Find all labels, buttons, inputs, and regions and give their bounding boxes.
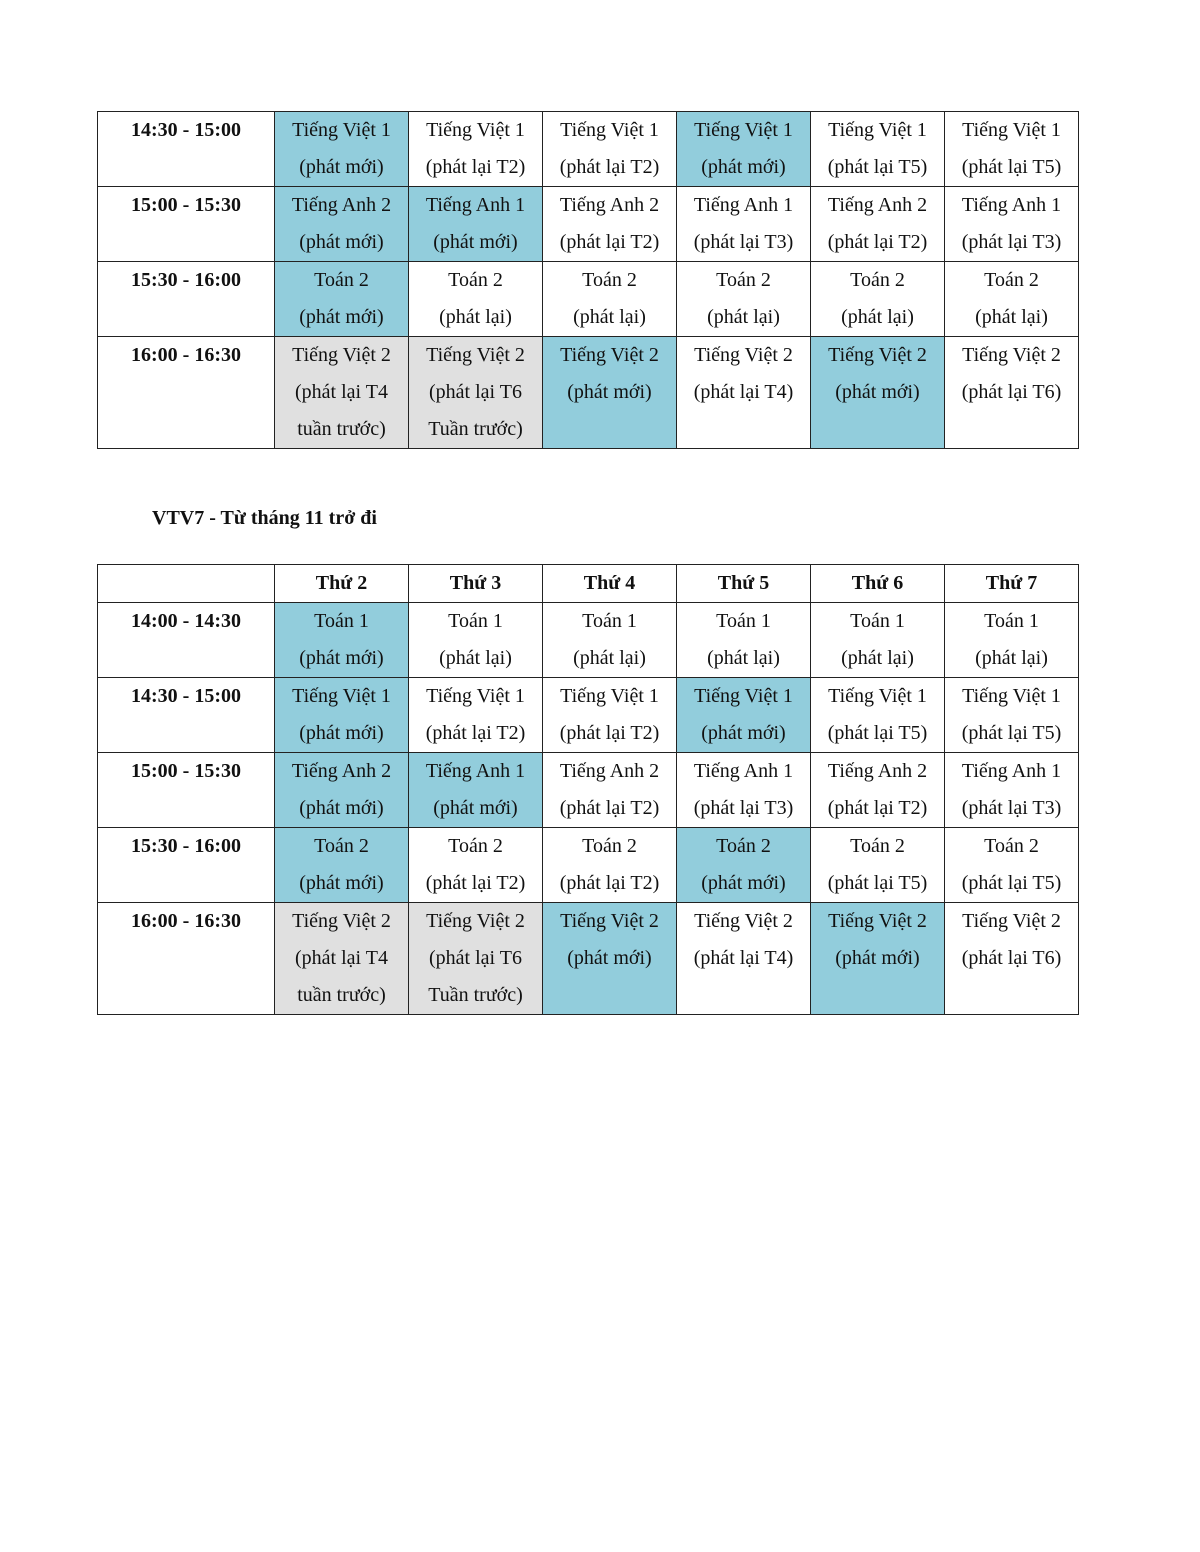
program-cell — [275, 903, 409, 1015]
broadcast-note: (phát lại T6 — [429, 381, 522, 403]
program-title: Toán 1 — [448, 610, 503, 632]
broadcast-note: (phát lại T5) — [961, 156, 1062, 178]
broadcast-note: (phát lại) — [439, 306, 512, 328]
broadcast-note: (phát lại T2) — [559, 797, 660, 819]
program-cell — [811, 337, 945, 449]
program-title: Tiếng Anh 1 — [961, 194, 1062, 216]
program-cell — [543, 678, 677, 753]
broadcast-note: (phát lại T2) — [425, 722, 526, 744]
broadcast-note: (phát mới) — [835, 947, 920, 969]
program-cell — [543, 337, 677, 449]
schedule-body-top — [98, 112, 1079, 449]
day-header-mon: Thứ 2 — [275, 565, 409, 603]
time-slot-cell: 16:00 - 16:30 — [98, 337, 275, 449]
broadcast-note: (phát mới) — [701, 156, 786, 178]
program-cell — [543, 187, 677, 262]
program-title: Tiếng Việt 2 — [694, 344, 793, 366]
program-cell — [811, 603, 945, 678]
broadcast-note: (phát mới) — [433, 231, 518, 253]
program-cell — [677, 337, 811, 449]
program-title: Tiếng Việt 1 — [694, 119, 793, 141]
program-cell — [811, 187, 945, 262]
program-title: Tiếng Việt 2 — [828, 344, 927, 366]
table-row — [98, 603, 1079, 678]
program-title: Toán 2 — [984, 835, 1039, 857]
program-title: Tiếng Anh 2 — [827, 760, 928, 782]
broadcast-note: (phát lại T3) — [961, 797, 1062, 819]
program-cell — [543, 112, 677, 187]
day-header-fri: Thứ 6 — [811, 565, 945, 603]
broadcast-note: tuần trước) — [297, 984, 386, 1006]
program-title: Tiếng Anh 2 — [291, 760, 392, 782]
program-cell — [811, 112, 945, 187]
program-title: Tiếng Việt 1 — [694, 685, 793, 707]
broadcast-note: (phát lại T3) — [693, 231, 794, 253]
program-title: Tiếng Việt 1 — [962, 119, 1061, 141]
program-cell — [677, 262, 811, 337]
schedule-table-from-november — [97, 564, 1079, 1015]
time-slot-cell: 15:00 - 15:30 — [98, 187, 275, 262]
program-title: Tiếng Việt 2 — [292, 344, 391, 366]
program-cell — [677, 828, 811, 903]
program-title: Tiếng Việt 2 — [828, 910, 927, 932]
broadcast-note: (phát lại T4 — [295, 381, 388, 403]
broadcast-note: (phát mới) — [299, 872, 384, 894]
broadcast-note: (phát lại T2) — [827, 231, 928, 253]
program-cell — [409, 753, 543, 828]
table-row — [98, 262, 1079, 337]
program-title: Tiếng Việt 1 — [560, 119, 659, 141]
program-cell — [811, 678, 945, 753]
broadcast-note: (phát lại T5) — [961, 872, 1062, 894]
day-header-tue: Thứ 3 — [409, 565, 543, 603]
program-title: Tiếng Việt 2 — [962, 910, 1061, 932]
time-slot-cell: 14:00 - 14:30 — [98, 603, 275, 678]
program-cell — [409, 112, 543, 187]
broadcast-note: (phát mới) — [299, 797, 384, 819]
program-title: Tiếng Việt 1 — [426, 119, 525, 141]
broadcast-note: (phát lại T2) — [559, 231, 660, 253]
broadcast-note: tuần trước) — [297, 418, 386, 440]
broadcast-note: (phát mới) — [299, 231, 384, 253]
program-cell — [275, 262, 409, 337]
program-title: Toán 1 — [582, 610, 637, 632]
program-cell — [409, 903, 543, 1015]
program-title: Tiếng Anh 1 — [693, 760, 794, 782]
broadcast-note: (phát lại) — [841, 647, 914, 669]
program-title: Tiếng Việt 2 — [426, 344, 525, 366]
broadcast-note: (phát lại) — [707, 306, 780, 328]
broadcast-note: (phát mới) — [299, 647, 384, 669]
schedule-body-bottom — [98, 603, 1079, 1015]
day-header-thu: Thứ 5 — [677, 565, 811, 603]
broadcast-note: (phát mới) — [433, 797, 518, 819]
program-cell — [677, 112, 811, 187]
program-cell — [543, 262, 677, 337]
program-cell — [945, 603, 1079, 678]
broadcast-note: (phát lại T4) — [693, 381, 794, 403]
time-slot-cell: 14:30 - 15:00 — [98, 678, 275, 753]
broadcast-note: (phát lại T4 — [295, 947, 388, 969]
program-title: Tiếng Việt 1 — [560, 685, 659, 707]
broadcast-note: (phát mới) — [299, 156, 384, 178]
broadcast-note: (phát lại) — [573, 306, 646, 328]
program-title: Tiếng Việt 1 — [426, 685, 525, 707]
program-title: Tiếng Anh 1 — [961, 760, 1062, 782]
broadcast-note: (phát lại T3) — [961, 231, 1062, 253]
broadcast-note: Tuần trước) — [428, 418, 523, 440]
program-title: Tiếng Anh 2 — [291, 194, 392, 216]
program-cell — [677, 603, 811, 678]
broadcast-note: (phát lại T3) — [693, 797, 794, 819]
broadcast-note: (phát lại T2) — [559, 722, 660, 744]
broadcast-note: (phát lại T5) — [827, 156, 928, 178]
program-cell — [543, 903, 677, 1015]
broadcast-note: (phát lại T2) — [425, 872, 526, 894]
broadcast-note: (phát lại T5) — [827, 722, 928, 744]
program-title: Toán 2 — [716, 269, 771, 291]
program-cell — [677, 753, 811, 828]
broadcast-note: (phát mới) — [701, 722, 786, 744]
program-title: Toán 2 — [850, 269, 905, 291]
table-row — [98, 112, 1079, 187]
program-title: Tiếng Việt 2 — [560, 344, 659, 366]
broadcast-note: (phát lại) — [573, 647, 646, 669]
table-row — [98, 337, 1079, 449]
broadcast-note: (phát lại T2) — [425, 156, 526, 178]
broadcast-note: (phát mới) — [835, 381, 920, 403]
program-title: Toán 1 — [314, 610, 369, 632]
program-cell — [945, 828, 1079, 903]
table-row — [98, 828, 1079, 903]
program-title: Toán 2 — [582, 269, 637, 291]
program-cell — [543, 828, 677, 903]
program-cell — [811, 262, 945, 337]
broadcast-note: (phát mới) — [567, 947, 652, 969]
program-cell — [677, 903, 811, 1015]
program-cell — [275, 828, 409, 903]
program-cell — [409, 603, 543, 678]
broadcast-note: (phát mới) — [299, 306, 384, 328]
program-cell — [945, 903, 1079, 1015]
program-title: Tiếng Việt 1 — [828, 685, 927, 707]
program-title: Tiếng Anh 2 — [559, 194, 660, 216]
broadcast-note: (phát lại) — [975, 647, 1048, 669]
program-title: Tiếng Việt 2 — [694, 910, 793, 932]
table-row — [98, 678, 1079, 753]
program-title: Toán 1 — [716, 610, 771, 632]
table-row — [98, 187, 1079, 262]
program-title: Tiếng Anh 2 — [827, 194, 928, 216]
table-row — [98, 753, 1079, 828]
broadcast-note: (phát mới) — [567, 381, 652, 403]
program-title: Tiếng Anh 1 — [425, 760, 526, 782]
program-cell — [945, 753, 1079, 828]
section-title: VTV7 - Từ tháng 11 trở đi — [152, 507, 377, 529]
program-cell — [409, 828, 543, 903]
broadcast-note: Tuần trước) — [428, 984, 523, 1006]
program-cell — [945, 262, 1079, 337]
program-title: Toán 1 — [984, 610, 1039, 632]
program-cell — [275, 678, 409, 753]
time-slot-cell: 14:30 - 15:00 — [98, 112, 275, 187]
program-cell — [677, 678, 811, 753]
program-cell — [945, 678, 1079, 753]
program-title: Toán 2 — [850, 835, 905, 857]
broadcast-note: (phát lại T4) — [693, 947, 794, 969]
program-cell — [811, 753, 945, 828]
program-title: Toán 2 — [448, 835, 503, 857]
program-title: Tiếng Anh 1 — [693, 194, 794, 216]
day-header-row — [98, 565, 1079, 603]
day-header-sat: Thứ 7 — [945, 565, 1079, 603]
corner-header-cell — [98, 565, 275, 603]
program-cell — [409, 262, 543, 337]
program-cell — [543, 603, 677, 678]
program-cell — [543, 753, 677, 828]
broadcast-note: (phát mới) — [299, 722, 384, 744]
program-title: Tiếng Việt 1 — [292, 119, 391, 141]
broadcast-note: (phát mới) — [701, 872, 786, 894]
program-title: Tiếng Anh 1 — [425, 194, 526, 216]
program-cell — [811, 828, 945, 903]
broadcast-note: (phát lại) — [439, 647, 512, 669]
broadcast-note: (phát lại T6 — [429, 947, 522, 969]
program-title: Tiếng Việt 1 — [828, 119, 927, 141]
broadcast-note: (phát lại T5) — [961, 722, 1062, 744]
program-title: Toán 2 — [314, 835, 369, 857]
program-cell — [409, 187, 543, 262]
schedule-table-continued — [97, 111, 1079, 449]
time-slot-cell: 15:00 - 15:30 — [98, 753, 275, 828]
time-slot-cell: 15:30 - 16:00 — [98, 828, 275, 903]
program-title: Toán 2 — [448, 269, 503, 291]
broadcast-note: (phát lại) — [841, 306, 914, 328]
program-cell — [945, 187, 1079, 262]
program-cell — [409, 337, 543, 449]
program-cell — [275, 603, 409, 678]
program-title: Tiếng Việt 2 — [560, 910, 659, 932]
program-title: Tiếng Anh 2 — [559, 760, 660, 782]
broadcast-note: (phát lại) — [707, 647, 780, 669]
broadcast-note: (phát lại T2) — [559, 872, 660, 894]
broadcast-note: (phát lại T2) — [559, 156, 660, 178]
broadcast-note: (phát lại T6) — [961, 381, 1062, 403]
broadcast-note: (phát lại T6) — [961, 947, 1062, 969]
program-cell — [677, 187, 811, 262]
table-row — [98, 903, 1079, 1015]
program-title: Toán 1 — [850, 610, 905, 632]
program-title: Tiếng Việt 1 — [292, 685, 391, 707]
program-title: Tiếng Việt 2 — [292, 910, 391, 932]
program-title: Toán 2 — [314, 269, 369, 291]
broadcast-note: (phát lại) — [975, 306, 1048, 328]
program-title: Toán 2 — [984, 269, 1039, 291]
program-cell — [275, 753, 409, 828]
day-header-wed: Thứ 4 — [543, 565, 677, 603]
program-title: Toán 2 — [582, 835, 637, 857]
broadcast-note: (phát lại T2) — [827, 797, 928, 819]
program-cell — [945, 337, 1079, 449]
time-slot-cell: 16:00 - 16:30 — [98, 903, 275, 1015]
program-cell — [811, 903, 945, 1015]
program-cell — [945, 112, 1079, 187]
program-title: Tiếng Việt 2 — [426, 910, 525, 932]
program-title: Tiếng Việt 2 — [962, 344, 1061, 366]
program-cell — [275, 112, 409, 187]
program-cell — [275, 187, 409, 262]
time-slot-cell: 15:30 - 16:00 — [98, 262, 275, 337]
program-title: Toán 2 — [716, 835, 771, 857]
program-title: Tiếng Việt 1 — [962, 685, 1061, 707]
program-cell — [275, 337, 409, 449]
broadcast-note: (phát lại T5) — [827, 872, 928, 894]
program-cell — [409, 678, 543, 753]
